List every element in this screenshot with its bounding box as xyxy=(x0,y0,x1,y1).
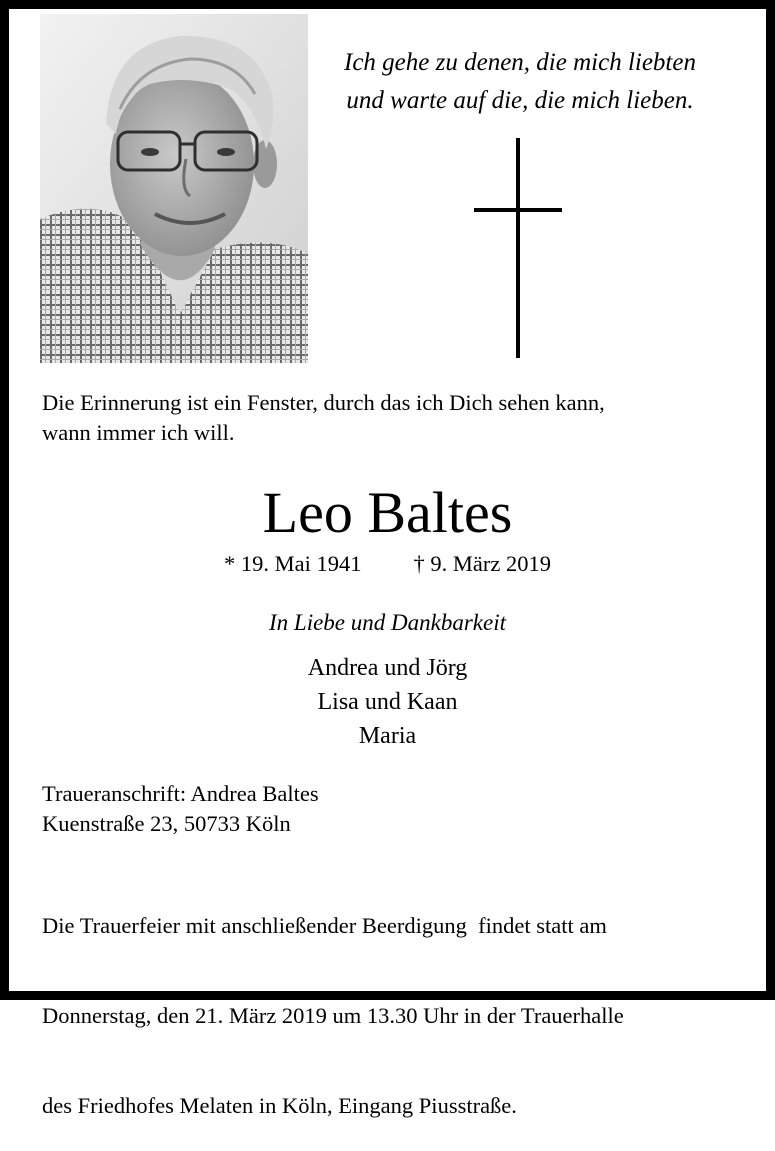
life-dates xyxy=(0,549,775,579)
mourner-3: Maria xyxy=(358,723,417,749)
ceremony-line-1: Die Trauerfeier mit anschließender Beerdigung findet statt am xyxy=(42,913,607,938)
quote-line-2: und warte auf die, die mich lieben. xyxy=(346,87,694,114)
death-date: † 9. März 2019 xyxy=(413,551,551,576)
ceremony-line-2: Donnerstag, den 21. März 2019 um 13.30 Uhr in der Trauerhalle xyxy=(42,1003,624,1028)
mourner-2: Lisa und Kaan xyxy=(317,689,458,715)
portrait-photo xyxy=(40,14,308,363)
memory-text xyxy=(42,388,742,448)
deceased-name: Leo Baltes xyxy=(262,480,513,545)
address-line-2: Kuenstraße 23, 50733 Köln xyxy=(42,811,291,836)
memory-line-2: wann immer ich will. xyxy=(42,420,235,445)
dedication: In Liebe und Dankbarkeit xyxy=(269,610,506,635)
quote-line-1: Ich gehe zu denen, die mich liebten xyxy=(344,49,696,76)
birth-date: * 19. Mai 1941 xyxy=(224,551,362,576)
address-line-1: Traueranschrift: Andrea Baltes xyxy=(42,781,319,806)
ceremony-line-3: des Friedhofes Melaten in Köln, Eingang Piusstraße. xyxy=(42,1093,517,1118)
mourner-1: Andrea und Jörg xyxy=(307,655,468,681)
funeral-details xyxy=(42,851,742,1151)
memory-line-1: Die Erinnerung ist ein Fenster, durch das ich Dich sehen kann, xyxy=(42,390,605,415)
mourners-list xyxy=(0,651,775,753)
mourning-address xyxy=(42,779,742,839)
quote xyxy=(300,44,740,120)
cross-icon xyxy=(474,138,562,358)
